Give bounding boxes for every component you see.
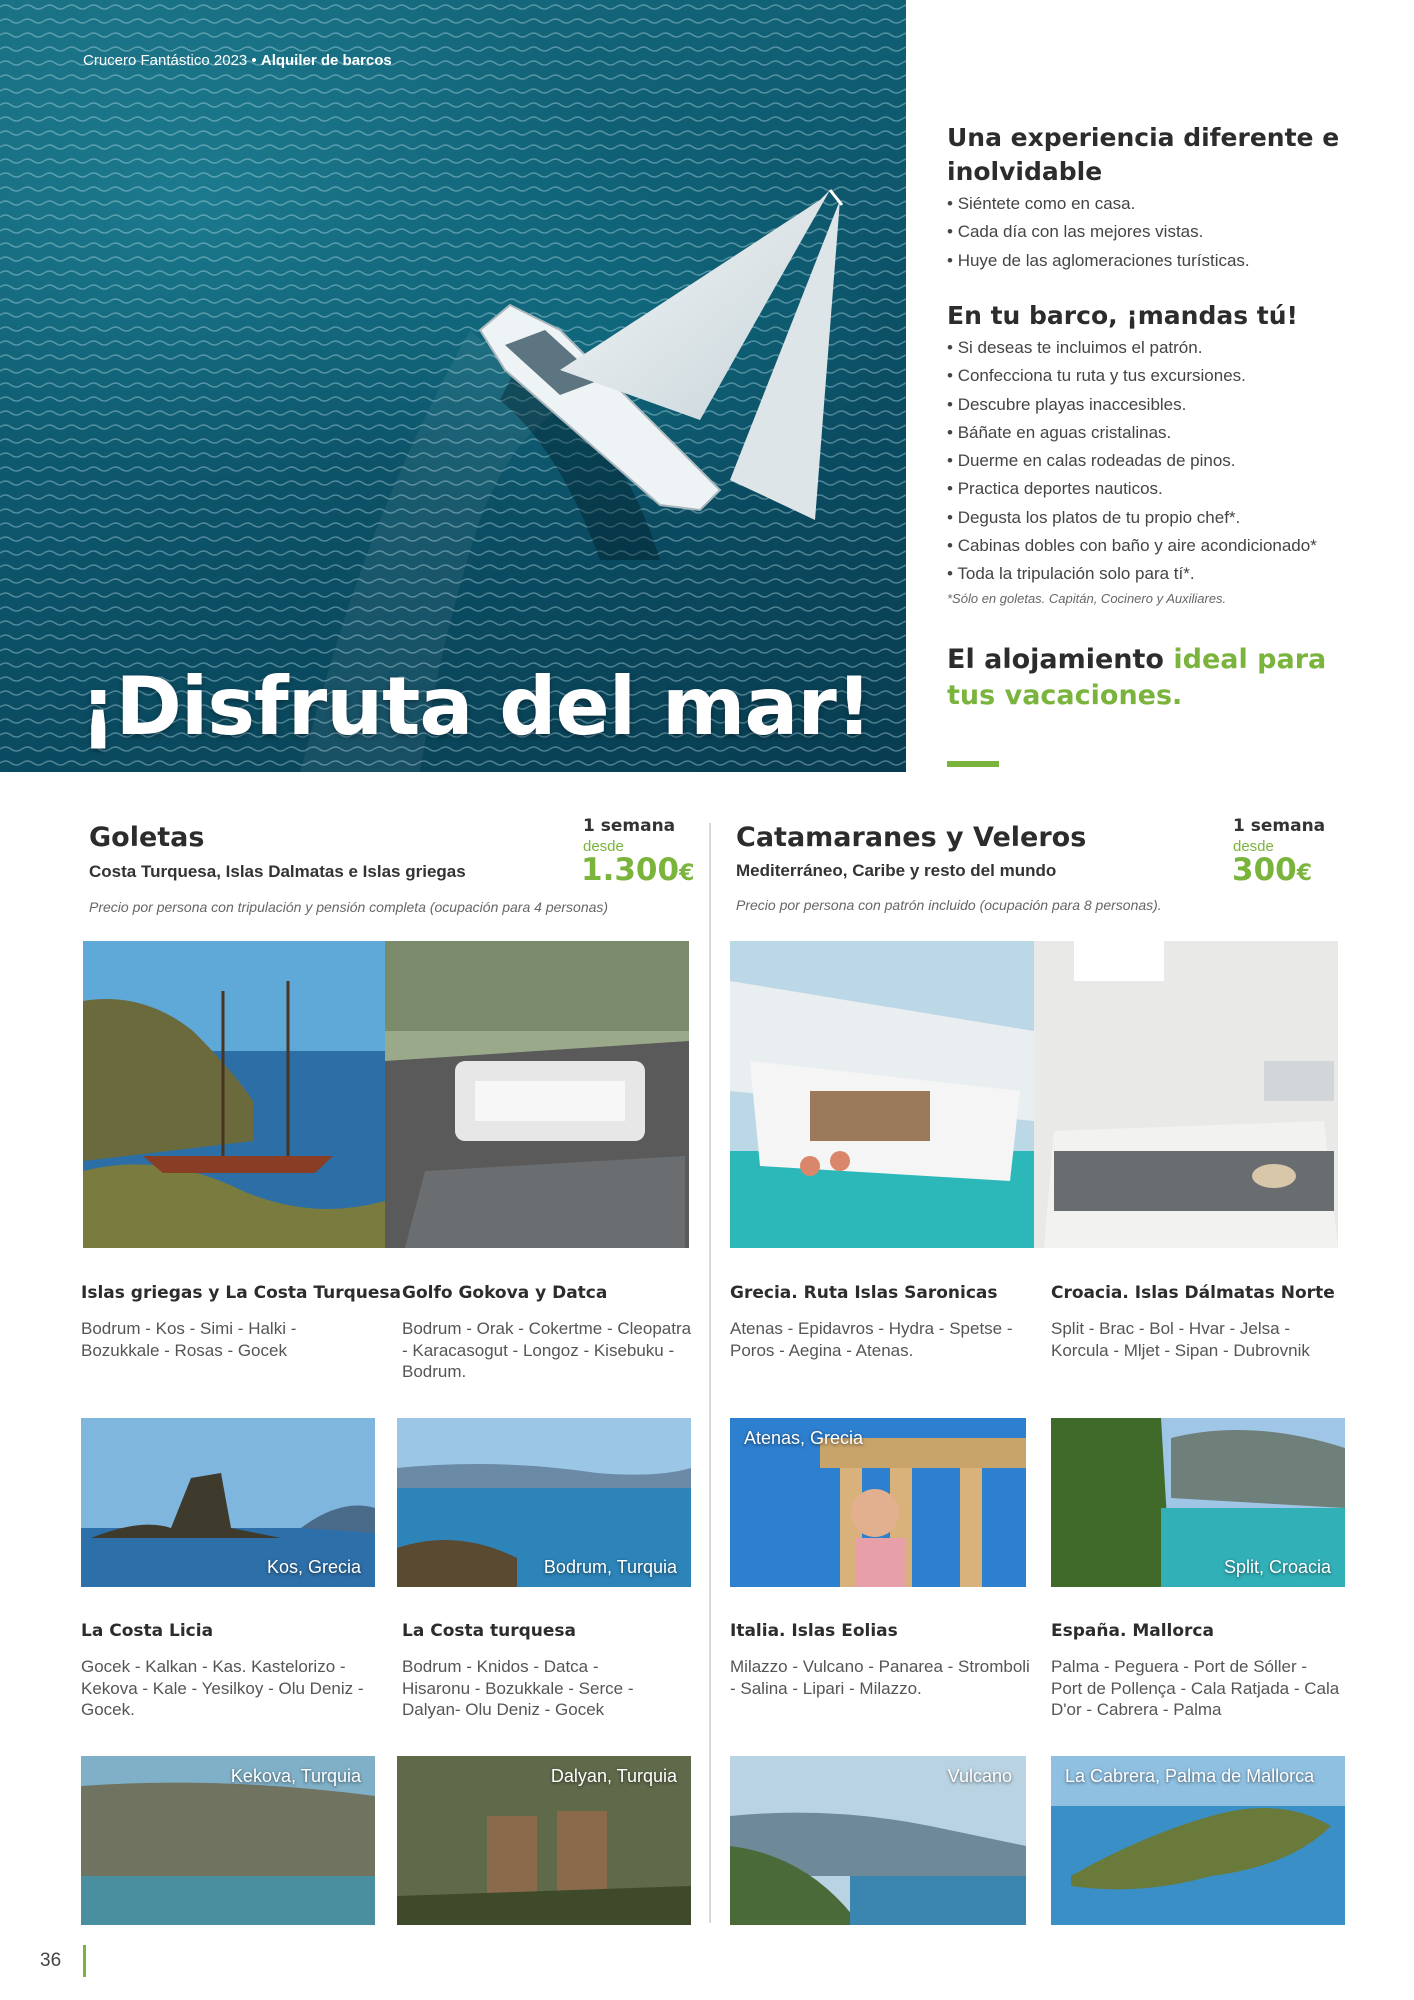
split-photo: [1051, 1418, 1345, 1587]
route-title: Golfo Gokova y Datca: [402, 1283, 608, 1303]
photo-caption: Kos, Grecia: [266, 1557, 361, 1577]
experience-list: [947, 190, 1250, 275]
athens-photo: [730, 1418, 1026, 1587]
your-boat-list: [947, 334, 1317, 589]
tagline-part2: ideal para: [1173, 644, 1327, 675]
page-number: 36: [40, 1950, 62, 1971]
dalyan-photo: [397, 1756, 691, 1925]
list-item: • Báñate en aguas cristalinas.: [947, 419, 1317, 447]
kekova-photo: [81, 1756, 375, 1925]
route-stops: Bodrum - Kos - Simi - Halki - Bozukkale - Rosas - Gocek: [81, 1319, 297, 1360]
list-item: • Degusta los platos de tu propio chef*.: [947, 504, 1317, 532]
sea-texture: [0, 0, 906, 772]
tagline-part1: El alojamiento: [947, 644, 1174, 675]
goletas-note: Precio por persona con tripulación y pensión completa (ocupación para 4 personas): [89, 899, 609, 915]
list-item: • Si deseas te incluimos el patrón.: [947, 334, 1317, 362]
list-item: • Toda la tripulación solo para tí*.: [947, 560, 1317, 588]
catamaranes-price-from: desde: [1233, 838, 1274, 855]
column-divider: [709, 823, 711, 1923]
your-boat-heading: En tu barco, ¡mandas tú!: [947, 301, 1298, 330]
catamaran-cabin-illustration: [1034, 941, 1338, 1248]
footnote: *Sólo en goletas. Capitán, Cocinero y Auxiliares.: [947, 591, 1227, 606]
tagline: [947, 642, 1326, 714]
hero-image: [0, 0, 906, 772]
goletas-subtitle: Costa Turquesa, Islas Dalmatas e Islas griegas: [89, 862, 466, 881]
catamaranes-subtitle: Mediterráneo, Caribe y resto del mundo: [736, 861, 1057, 880]
catamaranes-price: [1232, 852, 1312, 888]
route-title: Grecia. Ruta Islas Saronicas: [730, 1283, 998, 1303]
gulet-anchored-illustration: [83, 941, 385, 1248]
route-stops: Split - Brac - Bol - Hvar - Jelsa - Korcula - Mljet - Sipan - Dubrovnik: [1051, 1319, 1310, 1360]
route-title: La Costa turquesa: [402, 1621, 577, 1641]
hero-headline: ¡Disfruta del mar!: [80, 660, 872, 753]
catamaranes-price-currency: €: [1296, 861, 1313, 886]
catamaranes-price-amount: 300: [1232, 852, 1297, 888]
list-item: • Huye de las aglomeraciones turísticas.: [947, 247, 1250, 275]
goletas-price-amount: 1.300: [581, 852, 680, 888]
breadcrumb-separator: •: [247, 52, 261, 69]
catamaranes-title: Catamaranes y Veleros: [736, 822, 1087, 853]
catamaranes-price-label: 1 semana: [1233, 816, 1326, 836]
photo-caption: La Cabrera, Palma de Mallorca: [1065, 1766, 1315, 1786]
list-item: • Cabinas dobles con baño y aire acondicionado*: [947, 532, 1317, 560]
photo-caption: Dalyan, Turquia: [550, 1766, 677, 1786]
catamaran-swim-photo: [730, 941, 1034, 1248]
route-title: Croacia. Islas Dálmatas Norte: [1051, 1283, 1335, 1303]
photo-caption: Bodrum, Turquia: [543, 1557, 677, 1577]
photo-caption: Atenas, Grecia: [744, 1428, 864, 1448]
breadcrumb-brand: Crucero Fantástico 2023: [83, 52, 248, 69]
page-number-bar: [83, 1945, 86, 1977]
catamaranes-note: Precio por persona con patrón incluido (ocupación para 8 personas).: [736, 897, 1162, 913]
route-title: Islas griegas y La Costa Turquesa: [81, 1283, 401, 1303]
catamaran-cabin-photo: [1034, 941, 1338, 1248]
route-stops: Palma - Peguera - Port de Sóller - Port de Pollença - Cala Ratjada - Cala D'or - Cabrera - Palma: [1051, 1657, 1340, 1719]
route-title: La Costa Licia: [81, 1621, 214, 1641]
route-title: España. Mallorca: [1051, 1621, 1214, 1641]
kos-photo: [81, 1418, 375, 1587]
route-stops: Milazzo - Vulcano - Panarea - Stromboli - Salina - Lipari - Milazzo.: [730, 1657, 1030, 1698]
vulcano-photo: [730, 1756, 1026, 1925]
route-stops: Bodrum - Knidos - Datca - Hisaronu - Bozukkale - Serce - Dalyan- Olu Deniz - Gocek: [402, 1657, 634, 1719]
route-title: Italia. Islas Eolias: [730, 1621, 898, 1641]
photo-caption: Kekova, Turquia: [230, 1766, 361, 1786]
cabrera-photo: [1051, 1756, 1345, 1925]
list-item: • Siéntete como en casa.: [947, 190, 1250, 218]
gulet-deck-photo: [385, 941, 689, 1248]
breadcrumb: [83, 52, 392, 69]
route-stops: Gocek - Kalkan - Kas. Kastelorizo - Kekova - Kale - Yesilkoy - Olu Deniz - Gocek.: [81, 1657, 364, 1719]
route-stops: Bodrum - Orak - Cokertme - Cleopatra - Karacasogut - Longoz - Kisebuku - Bodrum.: [402, 1319, 692, 1381]
goletas-price-from: desde: [583, 838, 624, 855]
goletas-price-currency: €: [679, 861, 695, 886]
photo-caption: Vulcano: [947, 1766, 1012, 1786]
list-item: • Descubre playas inaccesibles.: [947, 391, 1317, 419]
list-item: • Duerme en calas rodeadas de pinos.: [947, 447, 1317, 475]
tagline-part3: tus vacaciones.: [947, 680, 1183, 711]
experience-heading: Una experiencia diferente e inolvidable: [947, 123, 1340, 186]
bodrum-photo: [397, 1418, 691, 1587]
catamaran-swim-illustration: [730, 941, 1034, 1248]
breadcrumb-section: Alquiler de barcos: [260, 52, 392, 69]
gulet-anchored-photo: [83, 941, 385, 1248]
photo-caption: Split, Croacia: [1223, 1557, 1331, 1577]
route-stops: Atenas - Epidavros - Hydra - Spetse - Poros - Aegina - Atenas.: [730, 1319, 1013, 1360]
list-item: • Practica deportes nauticos.: [947, 475, 1317, 503]
gulet-deck-illustration: [385, 941, 689, 1248]
goletas-price-label: 1 semana: [583, 816, 676, 836]
accent-bar: [947, 761, 999, 767]
goletas-title: Goletas: [89, 822, 205, 853]
list-item: • Confecciona tu ruta y tus excursiones.: [947, 362, 1317, 390]
list-item: • Cada día con las mejores vistas.: [947, 218, 1250, 246]
goletas-price: [581, 852, 694, 888]
